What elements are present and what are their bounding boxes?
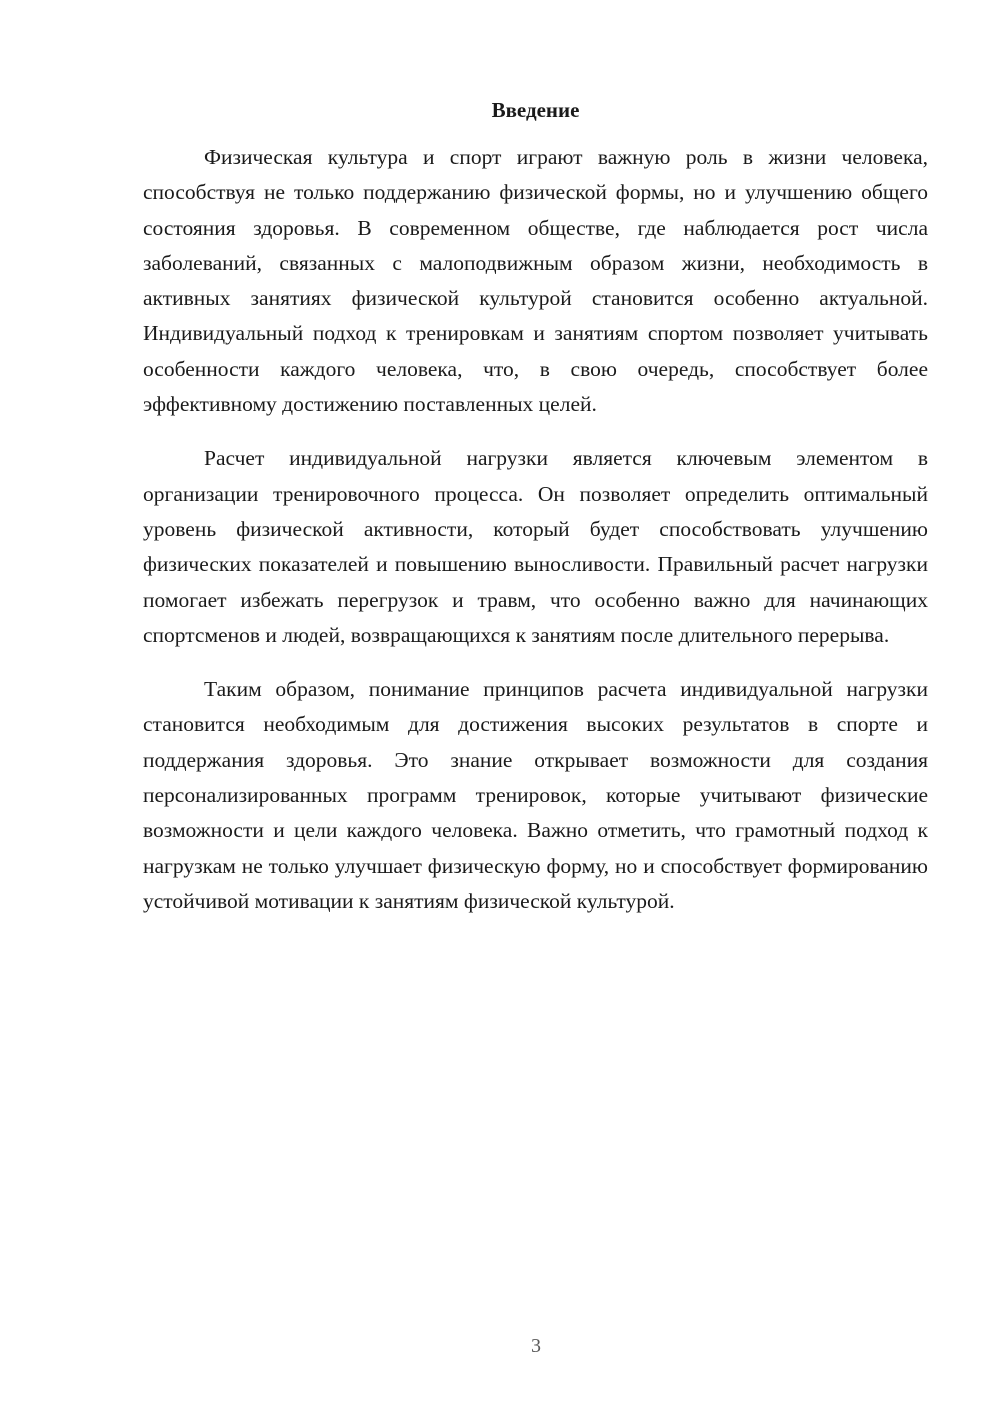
section-heading: Введение <box>491 98 580 122</box>
page-content <box>143 95 928 938</box>
paragraph-3: Таким образом, понимание принципов расчета индивидуальной нагрузки становится необходимым для достижения высоких результатов в спорте и поддержания здоровья. Это знание открывает возможности для создания персонализированных программ тренировок, которые учитывают физические возможности и цели каждого человека. Важно отметить, что грамотный подход к нагрузкам не только улучшает физическую форму, но и способствует формированию устойчивой мотивации к занятиям физической культурой. <box>143 677 928 913</box>
paragraph-1: Физическая культура и спорт играют важную роль в жизни человека, способствуя не только поддержанию физической формы, но и улучшению общего состояния здоровья. В современном обществе, где наблюдается рост числа заболеваний, связанных с малоподвижным образом жизни, необходимость в активных занятиях физической культурой становится особенно актуальной. Индивидуальный подход к тренировкам и занятиям спортом позволяет учитывать особенности каждого человека, что, в свою очередь, способствует более эффективному достижению поставленных целей. <box>143 145 928 417</box>
page-number: 3 <box>531 1335 541 1357</box>
paragraph-2: Расчет индивидуальной нагрузки является ключевым элементом в организации тренировочного процесса. Он позволяет определить оптимальный уровень физической активности, который будет способствовать улучшению физических показателей и повышению выносливости. Правильный расчет нагрузки помогает избежать перегрузок и травм, что особенно важно для начинающих спортсменов и людей, возвращающихся к занятиям после длительного перерыва. <box>143 446 928 647</box>
